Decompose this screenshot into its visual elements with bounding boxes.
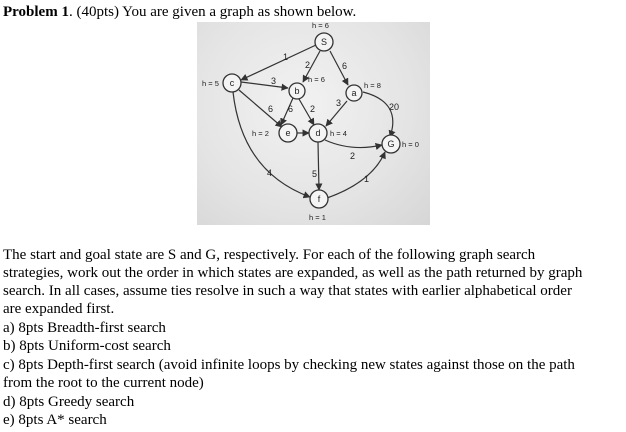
paragraph-line: search. In all cases, assume ties resolve in such a way that states with earlier alphabetical order: [3, 283, 572, 299]
edge-d-g: [325, 140, 382, 148]
edge-d-f: [318, 142, 319, 190]
edge-c-e: [239, 90, 282, 127]
node-label: f: [317, 194, 321, 204]
problem-statement: [3, 3, 356, 21]
weight-label: 2: [310, 104, 316, 114]
heuristic-label: h = 4: [330, 129, 347, 138]
heuristic-label: h = 8: [364, 81, 381, 90]
node-label: c: [229, 78, 235, 88]
heuristic-label: h = 6: [308, 75, 325, 84]
weight-label: 6: [342, 61, 348, 71]
weight-label: 5: [312, 169, 318, 179]
weight-label: 3: [336, 98, 342, 108]
node-label: b: [294, 86, 300, 96]
edge-f-g: [327, 152, 385, 198]
weight-label: 4: [267, 168, 273, 178]
graph-photo: [197, 22, 430, 225]
weight-label: 3: [271, 76, 277, 86]
item-depth-first: c) 8pts Depth-first search (avoid infinite loops by checking new states against those on the path: [3, 357, 575, 373]
heuristic-label: h = 2: [252, 129, 269, 138]
weight-label: 1: [364, 174, 370, 184]
heuristic-label: h = 0: [402, 140, 419, 149]
paragraph-line: are expanded first.: [3, 301, 115, 317]
node-label: d: [315, 128, 321, 138]
weight-label: 20: [389, 102, 400, 112]
heuristic-label: h = 6: [312, 22, 329, 30]
item-astar: e) 8pts A* search: [3, 412, 107, 428]
node-label: a: [351, 88, 357, 98]
paragraph-line: The start and goal state are S and G, respectively. For each of the following graph search: [3, 247, 536, 263]
problem-heading: Problem 1: [3, 4, 69, 20]
weight-label: 1: [283, 52, 289, 62]
weight-label: 2: [305, 60, 311, 70]
search-graph: [197, 22, 430, 225]
problem-intro: . (40pts) You are given a graph as shown below.: [68, 4, 357, 20]
paragraph-line: strategies, work out the order in which states are expanded, as well as the path returned by graph: [3, 265, 583, 281]
heuristic-label: h = 1: [309, 213, 326, 222]
edge-c-b: [241, 82, 288, 88]
item-uniform-cost: b) 8pts Uniform-cost search: [3, 338, 171, 354]
item-breadth-first: a) 8pts Breadth-first search: [3, 320, 166, 336]
weight-label: 6: [268, 104, 274, 114]
heuristic-label: h = 5: [202, 79, 219, 88]
node-label: G: [387, 139, 395, 149]
weight-label: 6: [288, 104, 294, 114]
heuristic-labels: [202, 22, 419, 222]
weight-label: 2: [350, 151, 356, 161]
edge-a-g: [363, 92, 393, 137]
node-label: S: [320, 37, 328, 47]
item-greedy: d) 8pts Greedy search: [3, 394, 135, 410]
node-label: e: [285, 128, 291, 138]
item-depth-first-continued: from the root to the current node): [3, 375, 204, 391]
